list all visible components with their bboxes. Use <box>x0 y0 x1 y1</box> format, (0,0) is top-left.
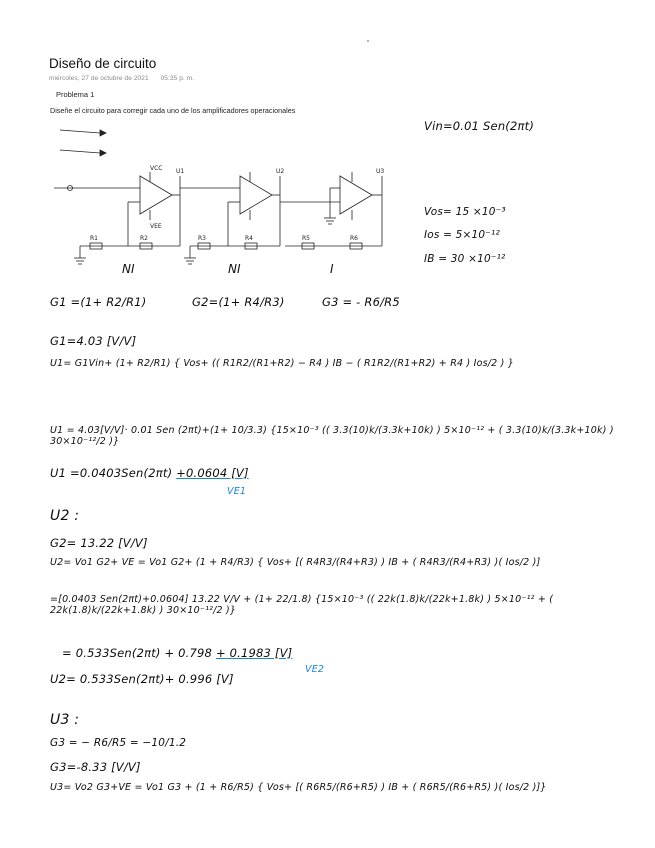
section-heading: Problema 1 <box>56 90 95 99</box>
page-title: Diseño de circuito <box>49 56 157 71</box>
resistor-r1-label: R1 <box>90 235 98 242</box>
stage2-u2-offset: + 0.1983 [V] <box>215 646 293 660</box>
resistor-r6-label: R6 <box>350 235 358 242</box>
page-metadata <box>49 75 204 82</box>
stage2-u2-formula: U2= Vo1 G2+ VE = Vo1 G2+ (1 + R4/R3) { Vos+ [( R4R3/(R4+R3) ) IB + ( R4R3/(R4+R3) )( Ios/2 )] <box>50 557 541 568</box>
page-time: 05:35 p. m. <box>160 75 195 82</box>
stage2-ve2-annotation: VE2 <box>305 664 325 675</box>
stage-label-i: I <box>330 262 334 276</box>
stage1-u1-formula: U1= G1Vin+ (1+ R2/R1) { Vos+ (( R1R2/(R1+R2) − R4 ) IB − ( R1R2/(R1+R2) + R4 ) Ios/2 ) } <box>50 358 514 369</box>
stage1-ve1-annotation: VE1 <box>227 486 247 497</box>
stage3-label: U3 : <box>50 712 80 728</box>
page-date: miércoles, 27 de octubre de 2021 <box>49 75 149 82</box>
stage2-u2-substitution: =[0.0403 Sen(2πt)+0.0604] 13.22 V/V + (1+ 22/1.8) {15×10⁻³ (( 22k(1.8)k/(22k+1.8k) ) 5×10⁻¹² + ( 22k(1.8)k/(22k+1.8k) ) 30×10⁻¹²/2 )} <box>50 594 554 616</box>
stage2-g2-value: G2= 13.22 [V/V] <box>50 536 148 550</box>
resistor-r4-label: R4 <box>245 235 253 242</box>
given-ios: Ios = 5×10⁻¹² <box>424 229 500 241</box>
stage1-u1-result <box>50 466 249 480</box>
vee-label: VEE <box>150 223 162 230</box>
stage3-g3-value: G3=-8.33 [V/V] <box>50 760 141 774</box>
stage-label-ni-2: NI <box>228 262 241 276</box>
opamp-u2-label: U2 <box>276 168 285 175</box>
gain-g3: G3 = - R6/R5 <box>322 295 400 309</box>
instruction-text: Diseñe el circuito para corregir cada uno de los amplificadores operacionales <box>50 106 296 115</box>
stage2-u2-partial <box>62 646 292 660</box>
resistor-r2-label: R2 <box>140 235 148 242</box>
stray-dot <box>367 40 369 42</box>
stage-label-ni-1: NI <box>122 262 135 276</box>
stage1-u1-offset: +0.0604 [V] <box>176 466 249 480</box>
opamp-u3-label: U3 <box>376 168 385 175</box>
stage2-u2-result: U2= 0.533Sen(2πt)+ 0.996 [V] <box>50 672 234 686</box>
given-vin: Vin=0.01 Sen(2πt) <box>424 119 535 133</box>
opamp-u1-label: U1 <box>176 168 185 175</box>
stage3-u3-formula: U3= Vo2 G3+VE = Vo1 G3 + (1 + R6/R5) { Vos+ [( R6R5/(R6+R5) ) IB + ( R6R5/(R6+R5) )( Ios/2 )]} <box>50 782 547 793</box>
circuit-schematic <box>40 118 415 278</box>
resistor-r3-label: R3 <box>198 235 206 242</box>
stage2-u2-partial-terms: = 0.533Sen(2πt) + 0.798 <box>62 646 213 660</box>
given-vos: Vos= 15 ×10⁻³ <box>424 206 506 218</box>
vcc-label: VCC <box>150 165 163 172</box>
stage1-u1-sine-term: U1 =0.0403Sen(2πt) <box>50 466 173 480</box>
stage2-label: U2 : <box>50 508 80 524</box>
gain-g1: G1 =(1+ R2/R1) <box>50 295 147 309</box>
stage3-g3-formula: G3 = − R6/R5 = −10/1.2 <box>50 737 187 749</box>
stage1-u1-substitution: U1 = 4.03[V/V]· 0.01 Sen (2πt)+(1+ 10/3.3) {15×10⁻³ (( 3.3(10)k/(3.3k+10k) ) 5×10⁻¹² + ( 3.3(10)k/(3.3k+10k) ) 30×10⁻¹²/2 )} <box>50 425 614 447</box>
given-ib: IB = 30 ×10⁻¹² <box>424 253 506 265</box>
resistor-r5-label: R5 <box>302 235 310 242</box>
gain-g2: G2=(1+ R4/R3) <box>192 295 285 309</box>
stage1-g1-value: G1=4.03 [V/V] <box>50 334 137 348</box>
